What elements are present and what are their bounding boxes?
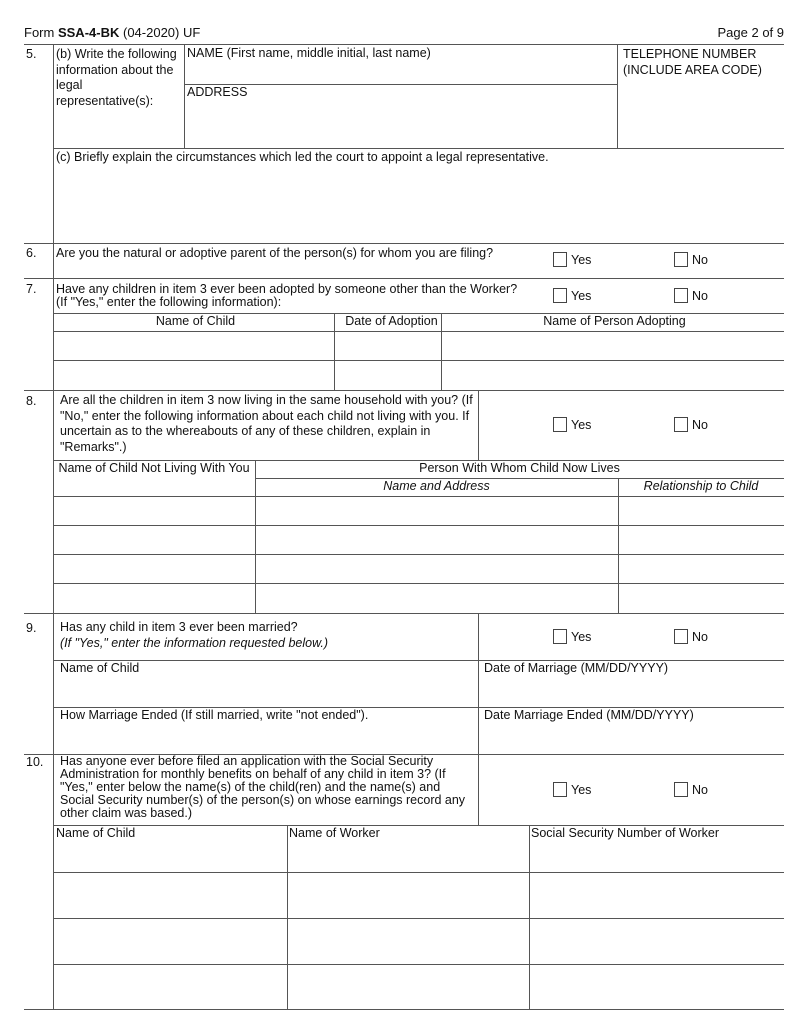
divider bbox=[24, 44, 784, 45]
divider bbox=[334, 313, 335, 390]
table-row bbox=[53, 964, 784, 965]
page-number: Page 2 of 9 bbox=[717, 25, 784, 40]
divider bbox=[529, 825, 530, 1009]
item9-yes-checkbox[interactable] bbox=[553, 629, 591, 644]
date-marriage-ended-field[interactable]: Date Marriage Ended (MM/DD/YYYY) bbox=[484, 708, 694, 722]
item8-no-checkbox[interactable] bbox=[674, 417, 708, 432]
checkbox-box[interactable] bbox=[674, 417, 688, 432]
col-header-person-adopting: Name of Person Adopting bbox=[543, 314, 686, 328]
item9-question: Has any child in item 3 ever been married? bbox=[60, 620, 298, 634]
item7-instruction: (If "Yes," enter the following information): bbox=[56, 295, 282, 309]
checkbox-box[interactable] bbox=[553, 417, 567, 432]
item10-yes-checkbox[interactable] bbox=[553, 782, 591, 797]
item-number: 7. bbox=[26, 282, 37, 296]
checkbox-box[interactable] bbox=[553, 252, 567, 267]
item9-instruction: (If "Yes," enter the information requested below.) bbox=[60, 636, 329, 650]
table-row bbox=[53, 554, 784, 555]
telephone-field-label[interactable]: TELEPHONE NUMBER (INCLUDE AREA CODE) bbox=[623, 47, 762, 77]
divider bbox=[24, 278, 784, 279]
col-header-name-address: Name and Address bbox=[383, 479, 490, 493]
table-row bbox=[53, 872, 784, 873]
col-header-child-not-living: Name of Child Not Living With You bbox=[58, 461, 250, 475]
divider bbox=[24, 1009, 784, 1010]
address-field-label[interactable]: ADDRESS bbox=[187, 85, 248, 99]
checkbox-box[interactable] bbox=[674, 288, 688, 303]
divider bbox=[478, 613, 479, 754]
item6-yes-checkbox[interactable] bbox=[553, 252, 591, 267]
divider bbox=[617, 44, 618, 148]
table-row bbox=[53, 583, 784, 584]
divider bbox=[478, 390, 479, 460]
item5b-label: (b) Write the following information about the legal representative(s): bbox=[56, 47, 177, 108]
no-label: No bbox=[692, 417, 708, 432]
table-row bbox=[53, 525, 784, 526]
divider bbox=[478, 754, 479, 825]
yes-label: Yes bbox=[571, 417, 592, 432]
divider bbox=[255, 460, 256, 613]
checkbox-box[interactable] bbox=[553, 288, 567, 303]
divider bbox=[287, 825, 288, 1009]
checkbox-box[interactable] bbox=[674, 782, 688, 797]
item7-no-checkbox[interactable] bbox=[674, 288, 708, 303]
no-label: No bbox=[692, 252, 708, 267]
no-label: No bbox=[692, 629, 708, 644]
item6-question: Are you the natural or adoptive parent of the person(s) for whom you are filing? bbox=[56, 246, 494, 260]
form-number: SSA-4-BK bbox=[57, 25, 120, 40]
date-of-marriage-field[interactable]: Date of Marriage (MM/DD/YYYY) bbox=[484, 661, 669, 675]
yes-label: Yes bbox=[571, 629, 592, 644]
item7-yes-checkbox[interactable] bbox=[553, 288, 591, 303]
checkbox-box[interactable] bbox=[674, 252, 688, 267]
form-id bbox=[24, 25, 200, 41]
divider bbox=[24, 613, 784, 614]
divider bbox=[24, 243, 784, 244]
item6-no-checkbox[interactable] bbox=[674, 252, 708, 267]
item10-no-checkbox[interactable] bbox=[674, 782, 708, 797]
item10-question: Has anyone ever before filed an application with the Social Security Administration for monthly benefits on behalf of any child in item 3? (If "Yes," enter below the name(s) of the child(ren) and the name(s) and Social Security number(s) of the person(s) on whose earnings record any other claim was based.) bbox=[60, 754, 466, 820]
col-header-relationship: Relationship to Child bbox=[643, 479, 759, 493]
col-header-date-of-adoption: Date of Adoption bbox=[345, 314, 438, 328]
item-number: 5. bbox=[26, 47, 37, 61]
divider bbox=[53, 148, 784, 149]
form-version: (04-2020) UF bbox=[123, 25, 201, 40]
name-field-label[interactable]: NAME (First name, middle initial, last name) bbox=[187, 46, 431, 60]
divider bbox=[184, 84, 617, 85]
checkbox-box[interactable] bbox=[674, 629, 688, 644]
item8-yes-checkbox[interactable] bbox=[553, 417, 591, 432]
divider bbox=[53, 331, 784, 332]
no-label: No bbox=[692, 288, 708, 303]
item-number: 8. bbox=[26, 394, 37, 408]
item9-no-checkbox[interactable] bbox=[674, 629, 708, 644]
divider bbox=[24, 390, 784, 391]
item7-question: Have any children in item 3 ever been adopted by someone other than the Worker? bbox=[56, 282, 518, 296]
yes-label: Yes bbox=[571, 252, 592, 267]
divider bbox=[53, 660, 784, 661]
checkbox-box[interactable] bbox=[553, 629, 567, 644]
no-label: No bbox=[692, 782, 708, 797]
name-of-child-field[interactable]: Name of Child bbox=[60, 661, 140, 675]
item-number: 6. bbox=[26, 246, 37, 260]
col-header-name-of-worker: Name of Worker bbox=[289, 826, 380, 840]
col-header-name-of-child: Name of Child bbox=[155, 314, 236, 328]
divider bbox=[618, 478, 619, 613]
divider bbox=[53, 44, 54, 1009]
divider bbox=[184, 44, 185, 148]
item-number: 10. bbox=[26, 755, 44, 769]
col-header-person-with-child: Person With Whom Child Now Lives bbox=[419, 461, 620, 475]
divider bbox=[53, 496, 784, 497]
col-header-ssn-of-worker: Social Security Number of Worker bbox=[531, 826, 720, 840]
table-row bbox=[53, 918, 784, 919]
item5c-label[interactable]: (c) Briefly explain the circumstances which led the court to appoint a legal representative. bbox=[56, 150, 549, 164]
divider bbox=[441, 313, 442, 390]
col-header-name-of-child: Name of Child bbox=[56, 826, 136, 840]
yes-label: Yes bbox=[571, 782, 592, 797]
item-number: 9. bbox=[26, 621, 37, 635]
item8-question: Are all the children in item 3 now living in the same household with you? (If "No," enter the following information about each child not living with you. If uncertain as to the whereabouts of any of these children, explain in "Remarks".) bbox=[60, 393, 473, 454]
how-marriage-ended-field[interactable]: How Marriage Ended (If still married, write "not ended"). bbox=[60, 708, 369, 722]
checkbox-box[interactable] bbox=[553, 782, 567, 797]
form-prefix: Form bbox=[24, 25, 55, 40]
yes-label: Yes bbox=[571, 288, 592, 303]
table-row bbox=[53, 360, 784, 361]
